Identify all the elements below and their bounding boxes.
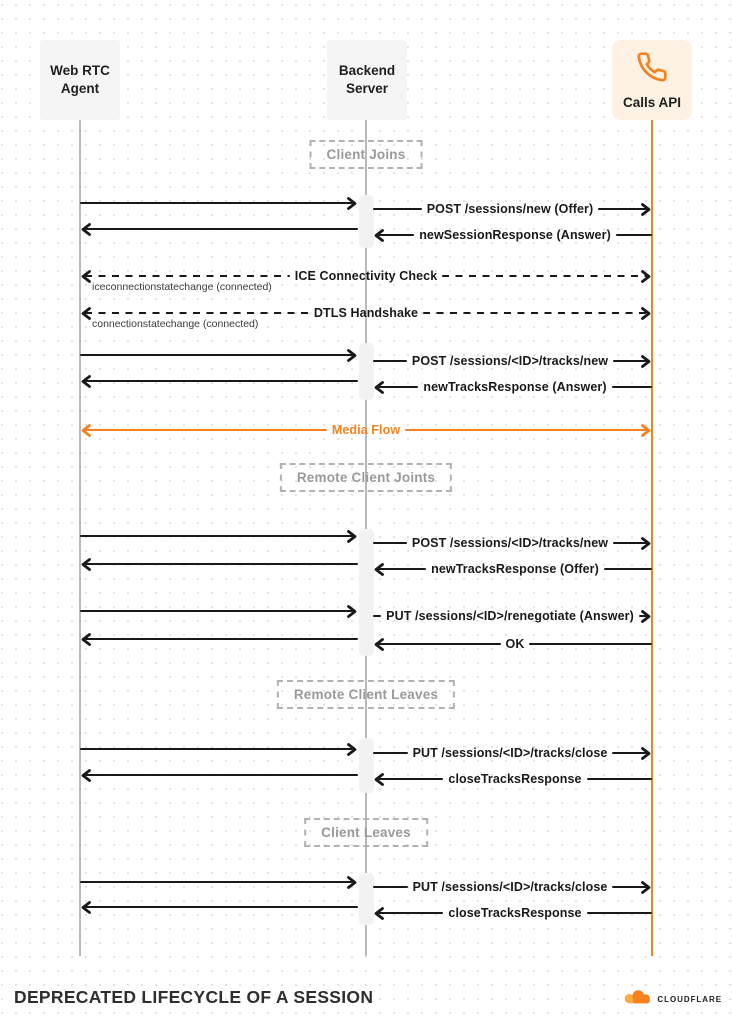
message-arrow-labeled (373, 745, 652, 761)
arrow-line (80, 202, 353, 205)
arrow-line (85, 906, 358, 909)
arrow-line (80, 748, 353, 751)
section-label-remote-client-joints (280, 463, 452, 492)
section-label-text: Client Joins (326, 147, 406, 162)
message-label: POST /sessions/<ID>/tracks/new (411, 354, 609, 368)
actor-backend-server (327, 40, 407, 120)
section-label-text: Client Leaves (321, 825, 411, 840)
arrowhead-right-icon (639, 203, 652, 216)
message-arrow (80, 347, 358, 363)
arrow-line (85, 429, 327, 432)
message-arrow-labeled (373, 201, 652, 217)
message-label: DTLS Handshake (313, 306, 419, 320)
arrow-line (80, 881, 353, 884)
arrow-line (85, 275, 290, 278)
message-arrow (80, 603, 358, 619)
section-label-client-joins (310, 140, 423, 169)
section-label-text: Remote Client Joints (296, 470, 436, 485)
message-arrow (80, 528, 358, 544)
arrowhead-right-icon (345, 349, 358, 362)
message-arrow (80, 741, 358, 757)
event-note: iceconnectionstatechange (connected) (92, 281, 272, 293)
actor-calls-api (612, 40, 692, 120)
arrowhead-right-icon (639, 424, 652, 437)
arrow-line (604, 568, 652, 571)
message-arrow-labeled (373, 608, 652, 624)
arrow-line (529, 643, 652, 646)
arrowhead-right-icon (639, 307, 652, 320)
section-label-client-leaves (304, 818, 428, 847)
actor-webrtc-agent-label: Web RTC Agent (50, 62, 110, 96)
message-label: closeTracksResponse (448, 772, 582, 786)
message-label: POST /sessions/<ID>/tracks/new (411, 536, 609, 550)
arrow-line (378, 568, 426, 571)
message-label: PUT /sessions/<ID>/tracks/close (412, 746, 608, 760)
message-label: ICE Connectivity Check (294, 269, 438, 283)
message-arrow (80, 221, 358, 237)
message-label: OK (505, 637, 525, 651)
message-label: PUT /sessions/<ID>/renegotiate (Answer) (386, 609, 634, 623)
actor-backend-server-label: Backend Server (338, 62, 396, 96)
message-arrow (80, 195, 358, 211)
arrow-line (378, 912, 443, 915)
page-title: DEPRECATED LIFECYCLE OF A SESSION (14, 987, 374, 1007)
arrow-line (373, 360, 407, 363)
message-arrow-labeled (373, 227, 652, 243)
message-arrow-labeled (373, 879, 652, 895)
activation-bar (359, 343, 374, 400)
arrow-line (587, 778, 652, 781)
message-arrow-labeled (373, 379, 652, 395)
arrow-line (85, 380, 358, 383)
arrow-line (612, 386, 652, 389)
arrow-line (85, 563, 358, 566)
arrow-line (85, 774, 358, 777)
message-arrow (80, 631, 358, 647)
arrow-line (405, 429, 647, 432)
arrow-line (587, 912, 652, 915)
arrow-line (85, 312, 309, 315)
message-arrow-labeled (373, 561, 652, 577)
message-label: PUT /sessions/<ID>/tracks/close (412, 880, 608, 894)
arrow-line (80, 535, 353, 538)
activation-bar (359, 529, 374, 656)
message-arrow (80, 373, 358, 389)
cloudflare-brand (620, 987, 722, 1012)
message-arrow (80, 874, 358, 890)
arrowhead-right-icon (639, 355, 652, 368)
message-arrow-labeled (80, 422, 652, 438)
message-label: newTracksResponse (Offer) (431, 562, 599, 576)
message-arrow (80, 556, 358, 572)
message-arrow (80, 899, 358, 915)
arrowhead-right-icon (345, 876, 358, 889)
message-label: newSessionResponse (Answer) (419, 228, 611, 242)
arrowhead-right-icon (345, 605, 358, 618)
message-label: closeTracksResponse (448, 906, 582, 920)
message-label: POST /sessions/new (Offer) (426, 202, 594, 216)
message-label: Media Flow (331, 423, 401, 437)
arrow-line (373, 542, 407, 545)
arrow-line (373, 208, 422, 211)
message-arrow-labeled (373, 353, 652, 369)
arrowhead-right-icon (639, 537, 652, 550)
arrow-line (442, 275, 647, 278)
arrow-line (378, 643, 501, 646)
arrow-line (80, 610, 353, 613)
activation-bar (359, 195, 374, 248)
actor-calls-api-label: Calls API (622, 94, 682, 110)
arrow-line (378, 778, 443, 781)
arrow-line (373, 752, 408, 755)
arrow-line (378, 234, 414, 237)
arrow-line (80, 354, 353, 357)
message-arrow-labeled (373, 905, 652, 921)
arrow-line (373, 615, 381, 618)
arrowhead-right-icon (639, 881, 652, 894)
arrowhead-right-icon (345, 197, 358, 210)
event-note: connectionstatechange (connected) (92, 318, 259, 330)
cloudflare-wordmark: CLOUDFLARE (657, 995, 722, 1004)
activation-bar (359, 738, 374, 793)
arrow-line (423, 312, 647, 315)
arrowhead-right-icon (639, 270, 652, 283)
message-arrow-labeled (373, 636, 652, 652)
section-label-remote-client-leaves (277, 680, 455, 709)
section-label-text: Remote Client Leaves (293, 687, 439, 702)
arrow-line (373, 886, 408, 889)
activation-bar (359, 873, 374, 925)
arrowhead-right-icon (639, 747, 652, 760)
message-label: newTracksResponse (Answer) (423, 380, 607, 394)
arrow-line (378, 386, 418, 389)
actor-webrtc-agent (40, 40, 120, 120)
arrow-line (85, 638, 358, 641)
arrowhead-right-icon (345, 530, 358, 543)
arrowhead-right-icon (345, 743, 358, 756)
message-arrow-labeled (373, 771, 652, 787)
arrowhead-right-icon (639, 610, 652, 623)
cloudflare-logo-icon (620, 987, 654, 1012)
arrow-line (85, 228, 358, 231)
message-arrow-labeled (373, 535, 652, 551)
phone-icon (636, 51, 668, 88)
arrow-line (616, 234, 652, 237)
message-arrow (80, 767, 358, 783)
